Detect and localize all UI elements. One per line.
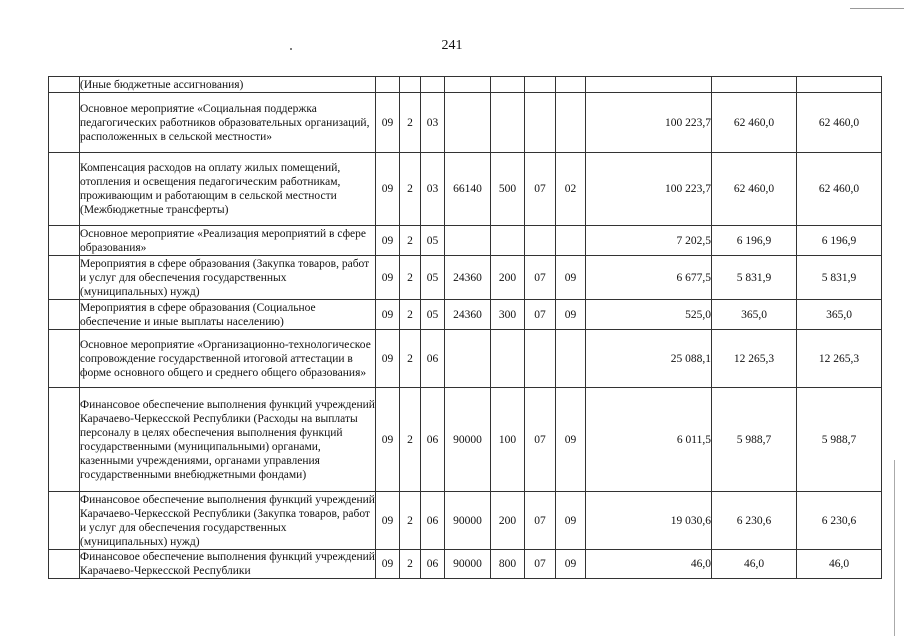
code-section bbox=[525, 77, 556, 93]
amount-year-3: 5 988,7 bbox=[797, 388, 882, 492]
amount-year-1: 19 030,6 bbox=[586, 492, 712, 550]
code-pp: 05 bbox=[421, 256, 445, 300]
code-prz: 2 bbox=[400, 388, 421, 492]
code-rz: 09 bbox=[376, 330, 400, 388]
code-rz: 09 bbox=[376, 153, 400, 226]
code-subsection: 09 bbox=[556, 492, 586, 550]
code-pp: 05 bbox=[421, 300, 445, 330]
code-pp bbox=[421, 77, 445, 93]
code-section: 07 bbox=[525, 492, 556, 550]
amount-year-3: 46,0 bbox=[797, 550, 882, 579]
code-pp: 03 bbox=[421, 153, 445, 226]
code-csr bbox=[445, 226, 491, 256]
amount-year-1: 25 088,1 bbox=[586, 330, 712, 388]
code-section: 07 bbox=[525, 300, 556, 330]
code-rz: 09 bbox=[376, 93, 400, 153]
row-name: Мероприятия в сфере образования (Закупка товаров, работ и услуг для обеспечения государственных (муниципальных) нужд) bbox=[80, 256, 376, 300]
amount-year-2: 62 460,0 bbox=[712, 153, 797, 226]
row-margin-cell bbox=[49, 388, 80, 492]
code-csr bbox=[445, 93, 491, 153]
amount-year-1: 46,0 bbox=[586, 550, 712, 579]
code-csr: 66140 bbox=[445, 153, 491, 226]
code-pp: 06 bbox=[421, 330, 445, 388]
code-subsection bbox=[556, 93, 586, 153]
row-margin-cell bbox=[49, 300, 80, 330]
code-vr bbox=[491, 330, 525, 388]
table-row bbox=[49, 153, 882, 226]
table-row bbox=[49, 550, 882, 579]
amount-year-2 bbox=[712, 77, 797, 93]
code-section bbox=[525, 226, 556, 256]
code-vr: 200 bbox=[491, 492, 525, 550]
table-row bbox=[49, 226, 882, 256]
row-margin-cell bbox=[49, 256, 80, 300]
row-margin-cell bbox=[49, 153, 80, 226]
code-vr bbox=[491, 226, 525, 256]
scan-edge-line bbox=[850, 8, 904, 9]
code-csr: 24360 bbox=[445, 256, 491, 300]
code-section: 07 bbox=[525, 388, 556, 492]
code-prz: 2 bbox=[400, 153, 421, 226]
code-rz: 09 bbox=[376, 300, 400, 330]
code-subsection bbox=[556, 77, 586, 93]
amount-year-3 bbox=[797, 77, 882, 93]
code-subsection: 09 bbox=[556, 550, 586, 579]
table-row bbox=[49, 300, 882, 330]
code-section: 07 bbox=[525, 550, 556, 579]
code-csr: 90000 bbox=[445, 492, 491, 550]
code-prz: 2 bbox=[400, 93, 421, 153]
code-rz: 09 bbox=[376, 256, 400, 300]
amount-year-3: 6 230,6 bbox=[797, 492, 882, 550]
row-name: Финансовое обеспечение выполнения функций учреждений Карачаево-Черкесской Республики (Расходы на выплаты персоналу в целях обеспечения выполнения функций государственными (муниципальными) органами, казенными учреждениями, органами управления государственными внебюджетными фондами) bbox=[80, 388, 376, 492]
code-section bbox=[525, 93, 556, 153]
amount-year-1: 525,0 bbox=[586, 300, 712, 330]
code-prz: 2 bbox=[400, 330, 421, 388]
amount-year-1 bbox=[586, 77, 712, 93]
amount-year-1: 100 223,7 bbox=[586, 93, 712, 153]
code-rz: 09 bbox=[376, 388, 400, 492]
amount-year-2: 5 831,9 bbox=[712, 256, 797, 300]
row-margin-cell bbox=[49, 492, 80, 550]
row-margin-cell bbox=[49, 77, 80, 93]
code-vr: 100 bbox=[491, 388, 525, 492]
row-margin-cell bbox=[49, 226, 80, 256]
code-prz: 2 bbox=[400, 300, 421, 330]
page-number: 241 bbox=[441, 38, 463, 53]
table-row bbox=[49, 330, 882, 388]
amount-year-2: 62 460,0 bbox=[712, 93, 797, 153]
amount-year-3: 62 460,0 bbox=[797, 153, 882, 226]
code-subsection bbox=[556, 330, 586, 388]
amount-year-2: 365,0 bbox=[712, 300, 797, 330]
code-section: 07 bbox=[525, 153, 556, 226]
amount-year-2: 12 265,3 bbox=[712, 330, 797, 388]
row-name: Основное мероприятие «Социальная поддержка педагогических работников образовательных организаций, расположенных в сельской местности» bbox=[80, 93, 376, 153]
code-rz: 09 bbox=[376, 226, 400, 256]
code-subsection bbox=[556, 226, 586, 256]
table-row bbox=[49, 492, 882, 550]
row-name: Финансовое обеспечение выполнения функций учреждений Карачаево-Черкесской Республики (Закупка товаров, работ и услуг для обеспечения государственных (муниципальных) нужд) bbox=[80, 493, 375, 548]
code-pp: 06 bbox=[421, 550, 445, 579]
amount-year-1: 7 202,5 bbox=[586, 226, 712, 256]
code-csr: 90000 bbox=[445, 388, 491, 492]
row-margin-cell bbox=[49, 330, 80, 388]
code-subsection: 09 bbox=[556, 388, 586, 492]
code-prz: 2 bbox=[400, 256, 421, 300]
code-subsection: 09 bbox=[556, 300, 586, 330]
code-prz: 2 bbox=[400, 492, 421, 550]
code-subsection: 02 bbox=[556, 153, 586, 226]
code-section bbox=[525, 330, 556, 388]
table-row bbox=[49, 388, 882, 492]
budget-table bbox=[48, 76, 882, 579]
code-pp: 03 bbox=[421, 93, 445, 153]
code-csr bbox=[445, 330, 491, 388]
row-name: (Иные бюджетные ассигнования) bbox=[80, 77, 376, 93]
amount-year-3: 62 460,0 bbox=[797, 93, 882, 153]
table-row bbox=[49, 93, 882, 153]
code-vr: 500 bbox=[491, 153, 525, 226]
row-name: Финансовое обеспечение выполнения функций учреждений Карачаево-Черкесской Республики bbox=[80, 551, 375, 577]
amount-year-3: 365,0 bbox=[797, 300, 882, 330]
amount-year-2: 6 196,9 bbox=[712, 226, 797, 256]
amount-year-1: 100 223,7 bbox=[586, 153, 712, 226]
row-name: Компенсация расходов на оплату жилых помещений, отопления и освещения педагогическим работникам, проживающим и работающим в сельской местности (Межбюджетные трансферты) bbox=[80, 153, 376, 226]
amount-year-3: 12 265,3 bbox=[797, 330, 882, 388]
amount-year-2: 6 230,6 bbox=[712, 492, 797, 550]
code-pp: 06 bbox=[421, 492, 445, 550]
code-pp: 05 bbox=[421, 226, 445, 256]
code-subsection: 09 bbox=[556, 256, 586, 300]
code-csr bbox=[445, 77, 491, 93]
amount-year-2: 46,0 bbox=[712, 550, 797, 579]
code-rz: 09 bbox=[376, 492, 400, 550]
row-name: Основное мероприятие «Реализация мероприятий в сфере образования» bbox=[80, 226, 376, 256]
amount-year-1: 6 677,5 bbox=[586, 256, 712, 300]
code-vr: 200 bbox=[491, 256, 525, 300]
code-csr: 90000 bbox=[445, 550, 491, 579]
amount-year-1: 6 011,5 bbox=[586, 388, 712, 492]
row-margin-cell bbox=[49, 550, 80, 579]
table-row bbox=[49, 256, 882, 300]
code-section: 07 bbox=[525, 256, 556, 300]
amount-year-2: 5 988,7 bbox=[712, 388, 797, 492]
code-rz bbox=[376, 77, 400, 93]
code-prz: 2 bbox=[400, 226, 421, 256]
code-vr: 300 bbox=[491, 300, 525, 330]
row-name: Мероприятия в сфере образования (Социальное обеспечение и иные выплаты населению) bbox=[80, 300, 376, 330]
code-vr: 800 bbox=[491, 550, 525, 579]
table-row bbox=[49, 77, 882, 93]
code-pp: 06 bbox=[421, 388, 445, 492]
code-vr bbox=[491, 77, 525, 93]
code-rz: 09 bbox=[376, 550, 400, 579]
code-prz bbox=[400, 77, 421, 93]
code-prz: 2 bbox=[400, 550, 421, 579]
scan-edge-line-right bbox=[894, 460, 895, 636]
row-margin-cell bbox=[49, 93, 80, 153]
row-name: Основное мероприятие «Организационно-технологическое сопровождение государственной итоговой аттестации в форме основного общего и среднего общего образования» bbox=[80, 330, 376, 388]
amount-year-3: 6 196,9 bbox=[797, 226, 882, 256]
code-csr: 24360 bbox=[445, 300, 491, 330]
code-vr bbox=[491, 93, 525, 153]
amount-year-3: 5 831,9 bbox=[797, 256, 882, 300]
